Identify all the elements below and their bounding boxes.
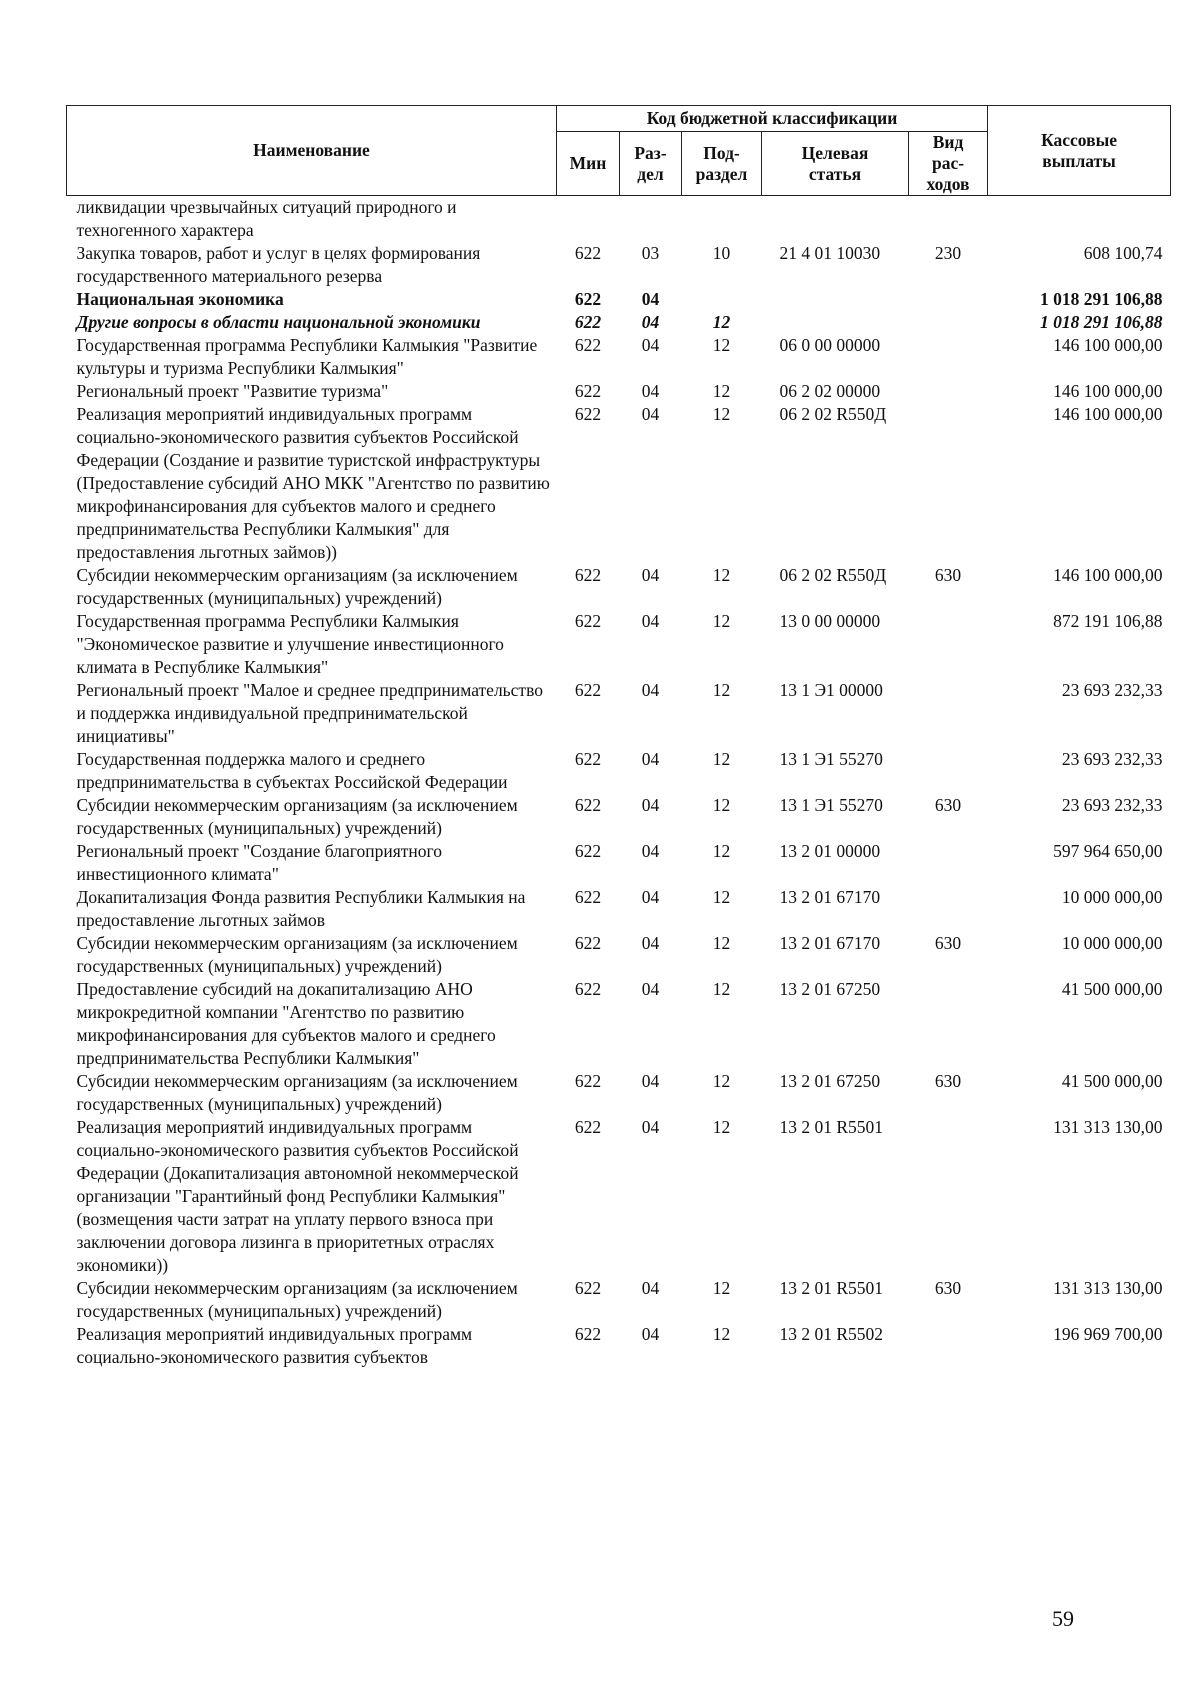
header-vid-label: Вид рас- ходов (926, 132, 970, 194)
budget-table (66, 105, 1171, 1369)
cell-name: Предоставление субсидий на докапитализацию АНО микрокредитной компании "Агентство по развитию микрофинансирования для субъектов малого и среднего предпринимательства Республики Калмыкия" (76, 979, 496, 1068)
cell-vid (909, 288, 988, 311)
cell-name: Субсидии некоммерческим организациям (за исключением государственных (муниципальных) учреждений) (76, 933, 518, 976)
table-row (67, 886, 1171, 932)
cell-vid (909, 679, 988, 748)
cell-vid (909, 978, 988, 1070)
cell-name: Субсидии некоммерческим организациям (за исключением государственных (муниципальных) учреждений) (76, 565, 518, 608)
cell-sum: 10 000 000,00 (1061, 887, 1163, 907)
cell-podrazdel: 12 (712, 680, 731, 700)
cell-podrazdel: 12 (712, 1278, 731, 1298)
table-row (67, 564, 1171, 610)
cell-podrazdel (682, 288, 762, 311)
header-celevaya (762, 132, 909, 196)
cell-celevaya: 13 1 Э1 00000 (779, 680, 883, 700)
cell-vid (909, 748, 988, 794)
cell-min: 622 (574, 1071, 602, 1091)
cell-min: 622 (574, 841, 602, 861)
cell-min (557, 196, 620, 243)
cell-vid: 630 (934, 1071, 962, 1091)
cell-name: Государственная программа Республики Калмыкия "Развитие культуры и туризма Республики Калмыкия" (76, 335, 538, 378)
cell-min: 622 (574, 887, 602, 907)
cell-celevaya: 13 2 01 67250 (779, 1071, 881, 1091)
cell-name: Региональный проект "Создание благоприятного инвестиционного климата" (76, 841, 443, 884)
cell-podrazdel: 12 (712, 312, 731, 332)
cell-sum (988, 196, 1171, 243)
table-row (67, 610, 1171, 679)
cell-sum: 23 693 232,33 (1061, 680, 1163, 700)
cell-vid (909, 311, 988, 334)
cell-celevaya: 13 2 01 R5501 (779, 1278, 884, 1298)
cell-celevaya: 06 2 02 R550Д (779, 565, 887, 585)
cell-celevaya (762, 196, 909, 243)
cell-celevaya (762, 311, 909, 334)
table-header (67, 106, 1171, 196)
header-podrazdel (682, 132, 762, 196)
table-row (67, 794, 1171, 840)
cell-vid (909, 886, 988, 932)
cell-razdel: 04 (641, 611, 660, 631)
cell-name: Субсидии некоммерческим организациям (за исключением государственных (муниципальных) учреждений) (76, 1278, 518, 1321)
cell-min: 622 (574, 749, 602, 769)
cell-celevaya: 13 2 01 R5501 (779, 1117, 884, 1137)
cell-podrazdel: 12 (712, 749, 731, 769)
cell-sum: 41 500 000,00 (1061, 1071, 1163, 1091)
cell-name: Реализация мероприятий индивидуальных программ социально-экономического развития субъектов Российской Федерации (Создание и развитие туристской инфраструктуры (Предоставление субсидий АНО МКК "Агентство по развитию микрофинансирования для субъектов малого и среднего предпринимательства Республики Калмыкия" для предоставления льготных займов)) (76, 404, 550, 562)
cell-sum: 41 500 000,00 (1061, 979, 1163, 999)
cell-podrazdel: 12 (712, 795, 731, 815)
cell-razdel: 04 (641, 381, 660, 401)
cell-celevaya: 06 2 02 00000 (779, 381, 881, 401)
cell-min: 622 (574, 565, 602, 585)
cell-min: 622 (574, 1324, 602, 1344)
cell-razdel: 04 (641, 565, 660, 585)
table-row (67, 288, 1171, 311)
cell-sum: 146 100 000,00 (1053, 404, 1163, 424)
cell-sum: 23 693 232,33 (1061, 749, 1163, 769)
cell-podrazdel: 12 (712, 887, 731, 907)
header-min: Мин (557, 132, 620, 196)
cell-razdel: 04 (641, 887, 660, 907)
table-row (67, 311, 1171, 334)
cell-min: 622 (574, 243, 602, 263)
cell-name: Государственная программа Республики Калмыкия "Экономическое развитие и улучшение инвестиционного климата в Республике Калмыкия" (76, 611, 504, 677)
cell-min: 622 (574, 979, 602, 999)
cell-celevaya: 13 2 01 67170 (779, 933, 881, 953)
cell-vid (909, 334, 988, 380)
table-row (67, 242, 1171, 288)
cell-vid: 630 (934, 1278, 962, 1298)
table-row (67, 196, 1171, 243)
table-body (67, 196, 1171, 1370)
cell-min: 622 (574, 795, 602, 815)
table-row (67, 978, 1171, 1070)
cell-min: 622 (574, 312, 602, 332)
cell-razdel: 04 (641, 680, 660, 700)
cell-sum: 608 100,74 (1083, 243, 1163, 263)
header-razdel (620, 132, 682, 196)
table-row (67, 380, 1171, 403)
cell-podrazdel: 12 (712, 1117, 731, 1137)
cell-podrazdel: 12 (712, 933, 731, 953)
cell-sum: 1 018 291 106,88 (1040, 312, 1163, 332)
cell-celevaya (762, 288, 909, 311)
cell-name: Другие вопросы в области национальной экономики (76, 312, 481, 332)
cell-vid (909, 403, 988, 564)
cell-podrazdel: 12 (712, 1324, 731, 1344)
cell-podrazdel: 12 (712, 611, 731, 631)
cell-razdel: 04 (641, 979, 660, 999)
cell-vid (909, 1323, 988, 1369)
cell-min: 622 (574, 933, 602, 953)
cell-razdel: 04 (641, 404, 660, 424)
cell-vid: 630 (934, 933, 962, 953)
cell-sum: 872 191 106,88 (1053, 611, 1163, 631)
cell-sum: 131 313 130,00 (1053, 1117, 1163, 1137)
table-row (67, 679, 1171, 748)
cell-razdel: 04 (641, 1278, 660, 1298)
cell-sum: 1 018 291 106,88 (1040, 289, 1163, 309)
header-podrazdel-label: Под- раздел (695, 142, 748, 184)
cell-podrazdel: 12 (712, 335, 731, 355)
cell-vid: 230 (934, 243, 962, 263)
cell-name: Докапитализация Фонда развития Республики Калмыкия на предоставление льготных займов (76, 887, 526, 930)
cell-sum: 597 964 650,00 (1053, 841, 1163, 861)
cell-podrazdel: 12 (712, 841, 731, 861)
header-vid (909, 132, 988, 196)
cell-podrazdel: 12 (712, 381, 731, 401)
cell-name: Закупка товаров, работ и услуг в целях формирования государственного материального резерва (76, 243, 481, 286)
cell-vid (909, 1116, 988, 1277)
cell-razdel (620, 196, 682, 243)
cell-name: Региональный проект "Малое и среднее предпринимательство и поддержка индивидуальной предпринимательской инициативы" (76, 680, 543, 746)
cell-razdel: 04 (641, 841, 660, 861)
cell-min: 622 (574, 1278, 602, 1298)
cell-podrazdel: 12 (712, 979, 731, 999)
cell-razdel: 04 (641, 1117, 660, 1137)
cell-vid (909, 380, 988, 403)
cell-vid (909, 196, 988, 243)
table-row (67, 1277, 1171, 1323)
cell-razdel: 04 (641, 335, 660, 355)
cell-vid: 630 (934, 795, 962, 815)
header-sum-label: Кассовые выплаты (1041, 129, 1118, 171)
cell-sum: 10 000 000,00 (1061, 933, 1163, 953)
header-razdel-label: Раз- дел (634, 142, 667, 184)
cell-vid (909, 840, 988, 886)
cell-name: ликвидации чрезвычайных ситуаций природного и техногенного характера (76, 197, 457, 240)
cell-sum: 196 969 700,00 (1053, 1324, 1163, 1344)
cell-min: 622 (574, 335, 602, 355)
cell-celevaya: 13 1 Э1 55270 (779, 795, 883, 815)
cell-podrazdel: 12 (712, 1071, 731, 1091)
cell-min: 622 (574, 404, 602, 424)
cell-sum: 146 100 000,00 (1053, 565, 1163, 585)
cell-celevaya: 06 0 00 00000 (779, 335, 881, 355)
cell-razdel: 04 (641, 795, 660, 815)
header-celevaya-label: Целевая статья (801, 142, 869, 184)
cell-celevaya: 13 2 01 67250 (779, 979, 881, 999)
cell-name: Субсидии некоммерческим организациям (за исключением государственных (муниципальных) учреждений) (76, 795, 518, 838)
table-row (67, 748, 1171, 794)
cell-celevaya: 21 4 01 10030 (779, 243, 881, 263)
cell-podrazdel (682, 196, 762, 243)
header-code-group: Код бюджетной классификации (557, 106, 988, 132)
page-number: 59 (1052, 1606, 1074, 1631)
cell-razdel: 04 (641, 1324, 660, 1344)
cell-sum: 131 313 130,00 (1053, 1278, 1163, 1298)
cell-min: 622 (574, 611, 602, 631)
table-row (67, 334, 1171, 380)
cell-celevaya: 13 2 01 R5502 (779, 1324, 884, 1344)
cell-min: 622 (574, 1117, 602, 1137)
table-row (67, 932, 1171, 978)
cell-min: 622 (574, 680, 602, 700)
cell-vid (909, 610, 988, 679)
cell-razdel: 04 (641, 289, 660, 309)
cell-sum: 146 100 000,00 (1053, 335, 1163, 355)
cell-razdel: 04 (641, 1071, 660, 1091)
table-row (67, 403, 1171, 564)
cell-name: Национальная экономика (76, 289, 284, 309)
cell-name: Государственная поддержка малого и среднего предпринимательства в субъектах Российской Федерации (76, 749, 508, 792)
table-row (67, 1116, 1171, 1277)
cell-celevaya: 13 2 01 00000 (779, 841, 881, 861)
cell-podrazdel: 10 (712, 243, 731, 263)
table-row (67, 840, 1171, 886)
cell-sum: 23 693 232,33 (1061, 795, 1163, 815)
cell-razdel: 04 (641, 933, 660, 953)
cell-vid: 630 (934, 565, 962, 585)
cell-podrazdel: 12 (712, 565, 731, 585)
cell-razdel: 03 (641, 243, 660, 263)
cell-celevaya: 13 1 Э1 55270 (779, 749, 883, 769)
table-row (67, 1070, 1171, 1116)
cell-podrazdel: 12 (712, 404, 731, 424)
cell-sum: 146 100 000,00 (1053, 381, 1163, 401)
cell-razdel: 04 (641, 312, 660, 332)
table-row (67, 1323, 1171, 1369)
cell-min: 622 (574, 381, 602, 401)
cell-name: Реализация мероприятий индивидуальных программ социально-экономического развития субъектов Российской Федерации (Докапитализация автономной некоммерческой организации "Гарантийный фонд Республики Калмыкия" (возмещения части затрат на уплату первого взноса при заключении договора лизинга в приоритетных отраслях экономики)) (76, 1117, 519, 1275)
cell-name: Реализация мероприятий индивидуальных программ социально-экономического развития субъектов (76, 1324, 473, 1367)
cell-min: 622 (574, 289, 602, 309)
cell-name: Региональный проект "Развитие туризма" (76, 381, 389, 401)
cell-celevaya: 13 2 01 67170 (779, 887, 881, 907)
header-sum (988, 106, 1171, 196)
cell-celevaya: 06 2 02 R550Д (779, 404, 887, 424)
cell-celevaya: 13 0 00 00000 (779, 611, 881, 631)
cell-razdel: 04 (641, 749, 660, 769)
cell-name: Субсидии некоммерческим организациям (за исключением государственных (муниципальных) учреждений) (76, 1071, 518, 1114)
header-name: Наименование (67, 106, 557, 196)
